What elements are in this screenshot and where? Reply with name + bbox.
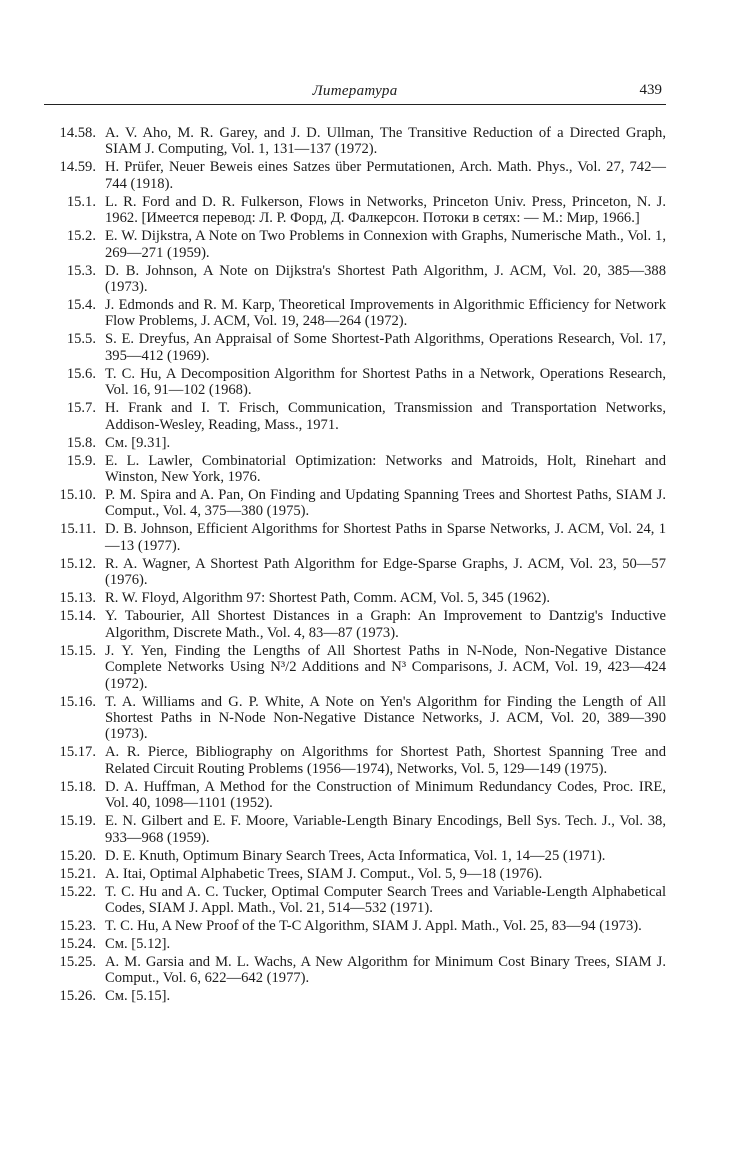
- reference-text: T. C. Hu, A New Proof of the T-C Algorithm, SIAM J. Appl. Math., Vol. 25, 83—94 (1973).: [105, 917, 642, 934]
- reference-entry: [0, 590, 730, 606]
- reference-entry: [0, 918, 730, 934]
- reference-entry: [0, 744, 730, 777]
- reference-text: A. Itai, Optimal Alphabetic Trees, SIAM J. Comput., Vol. 5, 9—18 (1976).: [105, 865, 543, 882]
- reference-number: 15.22.: [59, 883, 96, 900]
- reference-entry: [0, 556, 730, 589]
- reference-text: T. C. Hu, A Decomposition Algorithm for Shortest Paths in a Network, Operations Research, Vol. 16, 91—102 (1968).: [105, 365, 666, 399]
- reference-number: 15.19.: [59, 813, 96, 830]
- reference-entry: [0, 643, 730, 692]
- reference-entry: [0, 366, 730, 399]
- reference-number: 15.11.: [60, 521, 96, 538]
- reference-number: 15.9.: [66, 452, 96, 469]
- reference-text: H. Prüfer, Neuer Beweis eines Satzes über Permutationen, Arch. Math. Phys., Vol. 27, 742—744 (1918).: [105, 159, 666, 192]
- reference-entry: [0, 487, 730, 520]
- reference-entry: [0, 453, 730, 486]
- reference-text: См. [9.31].: [105, 434, 171, 451]
- reference-number: 15.5.: [66, 331, 96, 348]
- reference-text: H. Frank and I. T. Frisch, Communication, Transmission and Transportation Networks, Addison-Wesley, Reading, Mass., 1971.: [105, 400, 666, 433]
- reference-number: 15.12.: [59, 555, 96, 572]
- reference-text: См. [5.15].: [105, 988, 171, 1005]
- reference-number: 15.17.: [59, 744, 96, 761]
- reference-entry: [0, 608, 730, 641]
- running-title: Литература: [312, 83, 398, 99]
- page-number: 439: [639, 82, 662, 98]
- reference-text: J. Y. Yen, Finding the Lengths of All Shortest Paths in N-Node, Non-Negative Distance Complete Networks Using N³/2 Additions and N³ Comparisons, J. ACM, Vol. 19, 423—424 (1972).: [105, 642, 666, 692]
- reference-text: См. [5.12].: [105, 935, 171, 952]
- reference-number: 15.24.: [59, 935, 96, 952]
- reference-number: 15.14.: [59, 608, 96, 625]
- reference-entry: [0, 848, 730, 864]
- reference-entry: [0, 884, 730, 917]
- reference-entry: [0, 988, 730, 1004]
- reference-text: P. M. Spira and A. Pan, On Finding and Updating Spanning Trees and Shortest Paths, SIAM J. Comput., Vol. 4, 375—380 (1975).: [105, 487, 666, 520]
- reference-number: 15.2.: [66, 228, 96, 245]
- reference-text: E. N. Gilbert and E. F. Moore, Variable-Length Binary Encodings, Bell Sys. Tech. J., Vol. 38, 933—968 (1959).: [105, 813, 666, 846]
- reference-number: 15.20.: [59, 847, 96, 864]
- reference-text: E. L. Lawler, Combinatorial Optimization: Networks and Matroids, Holt, Rinehart and Winston, New York, 1976.: [105, 452, 666, 486]
- reference-text: S. E. Dreyfus, An Appraisal of Some Shortest-Path Algorithms, Operations Research, Vol. 17, 395—412 (1969).: [105, 331, 666, 364]
- reference-entry: [0, 521, 730, 554]
- reference-entry: [0, 435, 730, 451]
- reference-number: 14.58.: [59, 125, 96, 141]
- reference-text: T. A. Williams and G. P. White, A Note on Yen's Algorithm for Finding the Length of All Shortest Paths in N-Node Non-Negative Distance Networks, J. ACM, Vol. 20, 389—390 (1973).: [105, 693, 666, 743]
- reference-number: 15.4.: [66, 297, 96, 314]
- reference-number: 15.16.: [59, 693, 96, 710]
- reference-number: 15.8.: [66, 434, 96, 451]
- reference-text: A. M. Garsia and M. L. Wachs, A New Algorithm for Minimum Cost Binary Trees, SIAM J. Comput., Vol. 6, 622—642 (1977).: [105, 953, 666, 987]
- reference-number: 15.23.: [59, 917, 96, 934]
- reference-number: 15.21.: [59, 865, 96, 882]
- reference-entry: [0, 694, 730, 743]
- reference-number: 15.3.: [66, 262, 96, 279]
- reference-text: D. B. Johnson, Efficient Algorithms for Shortest Paths in Sparse Networks, J. ACM, Vol. 24, 1—13 (1977).: [105, 521, 666, 554]
- reference-entry: [0, 779, 730, 812]
- reference-number: 15.18.: [59, 778, 96, 795]
- reference-text: E. W. Dijkstra, A Note on Two Problems in Connexion with Graphs, Numerische Math., Vol. 1, 269—271 (1959).: [105, 228, 666, 261]
- reference-text: D. A. Huffman, A Method for the Construction of Minimum Redundancy Codes, Proc. IRE, Vol. 40, 1098—1101 (1952).: [105, 778, 666, 812]
- reference-number: 14.59.: [59, 159, 96, 176]
- reference-text: L. R. Ford and D. R. Fulkerson, Flows in Networks, Princeton Univ. Press, Princeton, N. J. 1962. [Имеется перевод: Л. Р. Форд, Д. Фалкерсон. Потоки в сетях: — М.: Мир, 1966.]: [105, 193, 666, 227]
- reference-text: T. C. Hu and A. C. Tucker, Optimal Computer Search Trees and Variable-Length Alphabetical Codes, SIAM J. Appl. Math., Vol. 21, 514—532 (1971).: [105, 883, 666, 916]
- reference-entry: [0, 331, 730, 364]
- page-header: [44, 82, 666, 105]
- reference-text: A. R. Pierce, Bibliography on Algorithms for Shortest Path, Shortest Spanning Tree and Related Circuit Routing Problems (1956—1974), Networks, Vol. 5, 129—149 (1975).: [105, 744, 666, 777]
- reference-text: R. W. Floyd, Algorithm 97: Shortest Path, Comm. ACM, Vol. 5, 345 (1962).: [105, 590, 551, 607]
- reference-text: J. Edmonds and R. M. Karp, Theoretical Improvements in Algorithmic Efficiency for Network Flow Problems, J. ACM, Vol. 19, 248—264 (1972).: [105, 297, 666, 330]
- reference-entry: [0, 400, 730, 433]
- reference-number: 15.7.: [66, 400, 96, 417]
- reference-number: 15.1.: [66, 193, 96, 210]
- reference-number: 15.15.: [59, 642, 96, 659]
- reference-entry: [0, 194, 730, 227]
- reference-number: 15.26.: [59, 988, 96, 1005]
- reference-entry: [0, 297, 730, 330]
- reference-entry: [0, 263, 730, 296]
- reference-number: 15.6.: [66, 365, 96, 382]
- reference-entry: [0, 866, 730, 882]
- reference-text: D. E. Knuth, Optimum Binary Search Trees, Acta Informatica, Vol. 1, 14—25 (1971).: [105, 847, 606, 864]
- reference-entry: [0, 125, 730, 158]
- reference-text: R. A. Wagner, A Shortest Path Algorithm for Edge-Sparse Graphs, J. ACM, Vol. 23, 50—57 (1976).: [105, 555, 666, 589]
- reference-entry: [0, 936, 730, 952]
- reference-number: 15.25.: [59, 953, 96, 970]
- reference-text: D. B. Johnson, A Note on Dijkstra's Shortest Path Algorithm, J. ACM, Vol. 20, 385—388 (1973).: [105, 262, 666, 296]
- reference-entry: [0, 159, 730, 192]
- reference-entry: [0, 228, 730, 261]
- reference-entry: [0, 813, 730, 846]
- reference-text: Y. Tabourier, All Shortest Distances in a Graph: An Improvement to Dantzig's Inductive Algorithm, Discrete Math., Vol. 4, 83—87 (1973).: [105, 608, 666, 641]
- reference-entry: [0, 954, 730, 987]
- reference-number: 15.10.: [59, 487, 96, 504]
- reference-list: [0, 125, 730, 1006]
- reference-text: A. V. Aho, M. R. Garey, and J. D. Ullman, The Transitive Reduction of a Directed Graph, SIAM J. Computing, Vol. 1, 131—137 (1972).: [105, 125, 666, 158]
- reference-number: 15.13.: [59, 590, 96, 607]
